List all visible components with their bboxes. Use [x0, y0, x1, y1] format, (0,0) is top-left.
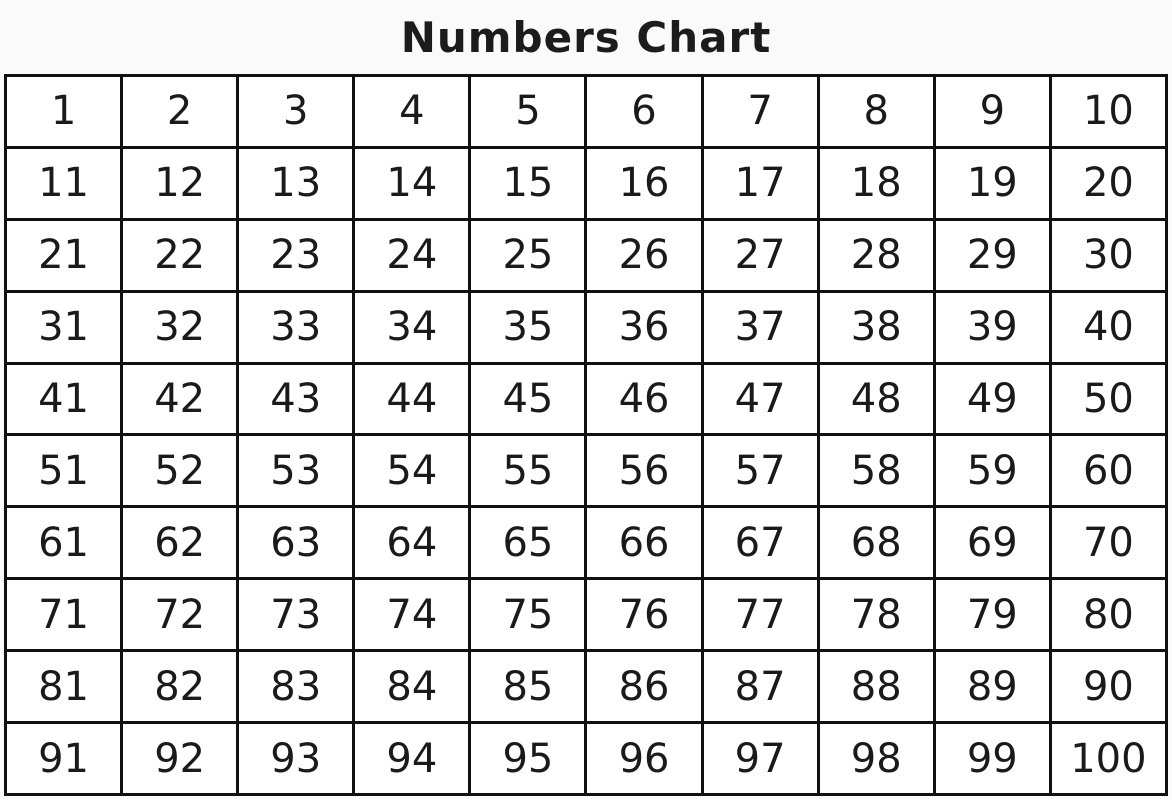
table-row — [6, 435, 1167, 507]
number-cell: 85 — [470, 651, 586, 723]
number-cell: 36 — [586, 291, 702, 363]
table-row — [6, 147, 1167, 219]
number-cell: 45 — [470, 363, 586, 435]
number-cell: 99 — [934, 723, 1050, 795]
number-cell: 5 — [470, 76, 586, 148]
number-cell: 71 — [6, 579, 122, 651]
number-cell: 83 — [238, 651, 354, 723]
number-cell: 27 — [702, 219, 818, 291]
number-cell: 8 — [818, 76, 934, 148]
number-cell: 16 — [586, 147, 702, 219]
number-cell: 37 — [702, 291, 818, 363]
numbers-grid-body — [6, 76, 1167, 795]
number-cell: 18 — [818, 147, 934, 219]
number-cell: 19 — [934, 147, 1050, 219]
number-cell: 70 — [1050, 507, 1166, 579]
number-cell: 38 — [818, 291, 934, 363]
number-cell: 13 — [238, 147, 354, 219]
number-cell: 76 — [586, 579, 702, 651]
number-cell: 7 — [702, 76, 818, 148]
number-cell: 50 — [1050, 363, 1166, 435]
number-cell: 84 — [354, 651, 470, 723]
number-cell: 67 — [702, 507, 818, 579]
number-cell: 87 — [702, 651, 818, 723]
number-cell: 42 — [122, 363, 238, 435]
number-cell: 59 — [934, 435, 1050, 507]
table-row — [6, 579, 1167, 651]
number-cell: 43 — [238, 363, 354, 435]
number-cell: 49 — [934, 363, 1050, 435]
table-row — [6, 363, 1167, 435]
number-cell: 44 — [354, 363, 470, 435]
number-cell: 11 — [6, 147, 122, 219]
number-cell: 22 — [122, 219, 238, 291]
number-cell: 48 — [818, 363, 934, 435]
number-cell: 77 — [702, 579, 818, 651]
number-cell: 66 — [586, 507, 702, 579]
number-cell: 53 — [238, 435, 354, 507]
number-cell: 52 — [122, 435, 238, 507]
number-cell: 93 — [238, 723, 354, 795]
number-cell: 41 — [6, 363, 122, 435]
number-cell: 94 — [354, 723, 470, 795]
number-cell: 65 — [470, 507, 586, 579]
number-cell: 95 — [470, 723, 586, 795]
number-cell: 20 — [1050, 147, 1166, 219]
number-cell: 34 — [354, 291, 470, 363]
number-cell: 35 — [470, 291, 586, 363]
number-cell: 33 — [238, 291, 354, 363]
number-cell: 81 — [6, 651, 122, 723]
number-cell: 79 — [934, 579, 1050, 651]
number-cell: 58 — [818, 435, 934, 507]
number-cell: 54 — [354, 435, 470, 507]
number-cell: 61 — [6, 507, 122, 579]
number-cell: 2 — [122, 76, 238, 148]
number-cell: 9 — [934, 76, 1050, 148]
number-cell: 30 — [1050, 219, 1166, 291]
number-cell: 46 — [586, 363, 702, 435]
number-cell: 89 — [934, 651, 1050, 723]
table-row — [6, 507, 1167, 579]
number-cell: 39 — [934, 291, 1050, 363]
number-cell: 57 — [702, 435, 818, 507]
number-cell: 28 — [818, 219, 934, 291]
number-cell: 63 — [238, 507, 354, 579]
number-cell: 75 — [470, 579, 586, 651]
number-cell: 68 — [818, 507, 934, 579]
number-cell: 32 — [122, 291, 238, 363]
number-cell: 10 — [1050, 76, 1166, 148]
number-cell: 55 — [470, 435, 586, 507]
number-cell: 78 — [818, 579, 934, 651]
number-cell: 24 — [354, 219, 470, 291]
number-cell: 100 — [1050, 723, 1166, 795]
table-row — [6, 76, 1167, 148]
number-cell: 25 — [470, 219, 586, 291]
number-cell: 80 — [1050, 579, 1166, 651]
number-cell: 17 — [702, 147, 818, 219]
number-cell: 23 — [238, 219, 354, 291]
number-cell: 64 — [354, 507, 470, 579]
number-cell: 15 — [470, 147, 586, 219]
number-cell: 91 — [6, 723, 122, 795]
table-row — [6, 723, 1167, 795]
number-cell: 4 — [354, 76, 470, 148]
number-cell: 72 — [122, 579, 238, 651]
number-cell: 14 — [354, 147, 470, 219]
number-cell: 26 — [586, 219, 702, 291]
number-cell: 47 — [702, 363, 818, 435]
number-cell: 56 — [586, 435, 702, 507]
page-title: Numbers Chart — [400, 12, 772, 62]
number-cell: 21 — [6, 219, 122, 291]
number-cell: 73 — [238, 579, 354, 651]
table-row — [6, 651, 1167, 723]
number-cell: 98 — [818, 723, 934, 795]
number-cell: 92 — [122, 723, 238, 795]
numbers-grid — [4, 74, 1168, 796]
number-cell: 74 — [354, 579, 470, 651]
number-cell: 60 — [1050, 435, 1166, 507]
number-cell: 88 — [818, 651, 934, 723]
number-cell: 62 — [122, 507, 238, 579]
number-cell: 12 — [122, 147, 238, 219]
number-cell: 51 — [6, 435, 122, 507]
number-cell: 69 — [934, 507, 1050, 579]
number-cell: 1 — [6, 76, 122, 148]
number-cell: 29 — [934, 219, 1050, 291]
number-cell: 86 — [586, 651, 702, 723]
table-row — [6, 291, 1167, 363]
number-cell: 82 — [122, 651, 238, 723]
number-cell: 96 — [586, 723, 702, 795]
number-cell: 3 — [238, 76, 354, 148]
number-cell: 40 — [1050, 291, 1166, 363]
number-cell: 97 — [702, 723, 818, 795]
number-cell: 31 — [6, 291, 122, 363]
number-cell: 6 — [586, 76, 702, 148]
number-cell: 90 — [1050, 651, 1166, 723]
table-row — [6, 219, 1167, 291]
